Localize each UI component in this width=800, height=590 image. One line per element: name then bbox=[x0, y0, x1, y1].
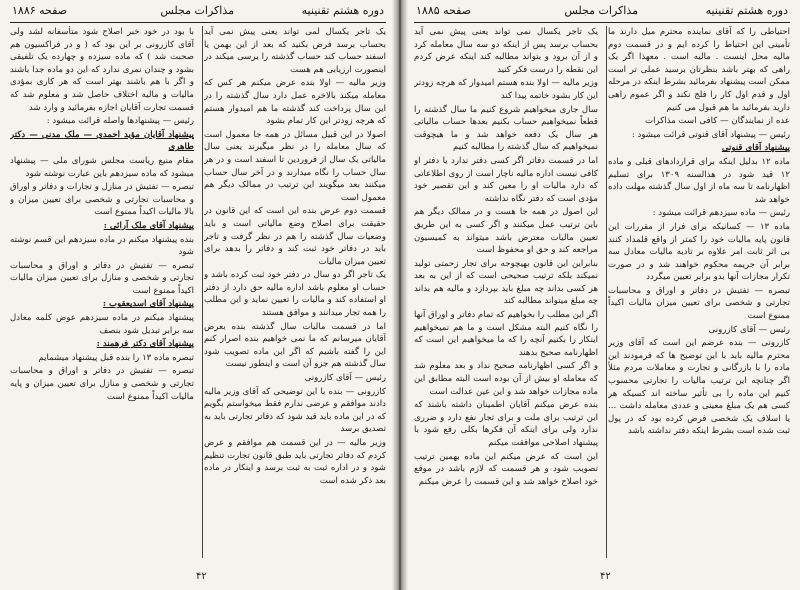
paragraph: وزیر مالیه — اولا بنده عرض میکنم هر کس که معامله میکند بالاخره عمل دارد سال گذشته را در این سال پرداخت کند گذشته ما هم امیدوار هستم که هرچه زودتر این کار تمام بشود bbox=[204, 78, 386, 127]
paragraph: این اصول در همه جا هست و در ممالک دیگر هم باین ترتیب عمل میکنند و اگر کسی به این طریق تعیین مالیات معترض باشد میتواند به کمیسیون مراجعه کند و حق او محفوظ است bbox=[414, 207, 598, 256]
paragraph: تبصره — تفتیش در منازل و تجارات و دفاتر و اوراق و محاسبات تجارتی و شخصی برای تعیین میزان و بالا مالیات اکیداً ممنوع است bbox=[10, 182, 194, 218]
paragraph: با بود در خود خبر اصلاح شود متأسفانه لشد ولی آقای کازرونی بر این بود که ( و در فراکسیون هم صحبت شد ) که ماده سیزده و چهارده یک تلفیقی بشود و چندان نمری ندارد که این دو ماده جدا باشند و اگر با هم باشند بهتر است که هر کاری بمؤدی مالیات و مالیه اختلاف حاصل شد و معلوم شد که قسمت تجارت آقایان اجازه بفرمائید و وارد شد bbox=[10, 27, 194, 113]
left-column-divider bbox=[202, 26, 203, 558]
paragraph: اگر این مطلب را بخواهیم که تمام دفاتر و اوراق آنها را نگاه کنیم البته مشکل است و ما هم نمیخواهیم اینکار را بکنیم آنچه را که ما میخواهیم این است که اظهارنامه صحیح بدهند bbox=[414, 310, 598, 358]
paragraph: وزیر مالیه — اولا بنده هستم امیدوار که هرچه زودتر این کار بشود خاتمه پیدا کند bbox=[414, 78, 598, 101]
paragraph: قسمت دوم عرض بنده این است که این قانون در حقیقت برای اصلاح وضع مالیاتی است و باید وضعیات سال گذشته را هم در نظر گرفت و تاجر باید در دفاتر خود ثبت کند و دفاتر را بدهد برای تعیین میزان مالیات bbox=[204, 206, 386, 267]
paragraph: بنابراین این قانون بهیچوجه برای تجار زحمتی تولید نمیکند بلکه ترتیب صحیحی است که از این به بعد هر کسی بداند چه مبلغ باید بپردازد و مالیه هم بداند چه مبلغ میتواند مطالبه کند bbox=[414, 258, 598, 307]
paragraph: ماده ۱۳ — کسانیکه برای فرار از مقررات این قانون پایه مالیات خود را کمتر از واقع قلمداد کنند بی اثر ثابت امر علاوه بر تادیه مالیات معادل سه برابر آن جریمه محکوم خواهند شد و در صورت تکرار مجازات آنها بدو برابر تعیین میگردد bbox=[608, 221, 790, 283]
section-heading: پیشنهاد آقایان مؤید احمدی — ملک مدنی — دکتر طاهری bbox=[10, 129, 194, 153]
section-heading: پیشنهاد آقای اسدیعقوب : bbox=[102, 299, 194, 310]
right-header-session: دوره هشتم تقنینیه bbox=[705, 4, 788, 17]
right-column-divider bbox=[606, 26, 607, 558]
paragraph: اصولا در این قبیل مسائل در همه جا معمول است که سال معامله را در نظر میگیرند یعنی سال مالیاتی یک سال از فروردین تا اسفند است و در هر سال حساب را نگاه میدارند و در آخر سال حساب میکنند بعد میگویند این ترتیب در ممالک دیگر هم معمول است bbox=[204, 129, 386, 203]
paragraph: عده از نمایندگان — کافی است مذاکرات bbox=[645, 116, 790, 127]
paragraph: رئیس — ماده سیزدهم قرائت میشود : bbox=[652, 208, 790, 219]
left-page bbox=[0, 0, 396, 590]
paragraph: یک تاجر یکسال نمی تواند یعنی پیش نمی آید بحساب برسد پس از اینکه دو سه سال معامله کرد و از آن برود و بتواند مطالبه کند اینکه عرض کردم این نقطه را درست فکر کنید bbox=[414, 27, 598, 75]
paragraph: و اگر کسی اظهارنامه صحیح نداد و بعد معلوم شد که معامله او بیش از آن بوده است البته مطابق این ماده مجازات خواهد شد و این عین عدالت است bbox=[414, 361, 598, 397]
right-page bbox=[404, 0, 800, 590]
right-page-folio: ۴۲ bbox=[600, 571, 611, 582]
paragraph: رئیس — پیشنهاد آقای قنوتی قرائت میشود : bbox=[631, 129, 790, 140]
paragraph: یک تاجر یکسال لمی تواند یعنی پیش نمی آید بحساب برسد فرض بکنید که بعد از این بهمن یا اسفند حساب کند حساب گذشته را برسی میکند در اینصورت ارزیابی هم هست bbox=[204, 27, 386, 75]
paragraph: کازرونی — بنده عرضم این است که آقای وزیر محترم مالیه باید با این توضیح ها که فرمودند این ماده را با بازرگانی و تجارت و معاملات مردم مثلاً اگر چنانچه این ترتیب مالیات را تجارتی محسوب کنیم این ماده را بی تأثیر ساخته اند کسیکه هر کسی هم یک مبلغ معینی و عددی معامله داشت ... یا اسلاف یک شخصی فرض کرده بود که در پول ثبت شده است بشرط اینکه دفتر نداشته باشد bbox=[608, 338, 790, 437]
paragraph: مقام منیع ریاست مجلس شورای ملی — پیشنهاد میشود که ماده سیزدهم باین عبارت نوشته شود bbox=[10, 155, 194, 179]
paragraph: تبصره — تفتیش در دفاتر و اوراق و محاسبات تجارتی و شخصی و منازل برای تعیین میزان مالیات اکیداً ممنوع است bbox=[10, 260, 194, 296]
left-page-folio: ۴۲ bbox=[196, 571, 207, 582]
right-header-title: مذاکرات مجلس bbox=[564, 4, 638, 17]
paragraph: بنده عرض میکنم آقایان اطمینان داشته باشند که این ترتیب برای ملت و برای تجار نفع دارد و ضرری ندارد ولی برای اینکه آن فکرها بکلی رفع شود با پیشنهاد اصلاحی موافقت میکنم bbox=[414, 400, 598, 448]
paragraph: احتیاطی را که آقای نماینده محترم میل دارند ما تأمینی این احتیاط را کرده ایم و در قسمت دوم مالیه محل اینست . مالیه است . معهذا اگر یک راهی که بهتر باشد بنظرتان برسید عملی تر است ممکن است پیشنهاد بفرمائید بشرط اینکه در مرحله اول و قدم اول کار را فلج نکند و اگر عموم راهی دارید بفرمائید ما هم قبول می کنیم bbox=[608, 27, 790, 113]
paragraph: سال جاری میخواهیم شروع کنیم ما سال گذشته را قطعاً نمیخواهیم حساب بکنیم بعدها حساب مالیاتی هر سال یک دفعه خواهد شد و ما هیچوقت نمیخواهیم که سال گذشته را مطالبه کنیم bbox=[414, 104, 598, 153]
paragraph: تبصره ماده ۱۳ را بنده قبل پیشنهاد میشمایم bbox=[38, 352, 194, 363]
paragraph: پیشنهاد میکنم در ماده سیزدهم عوض کلمه معادل سه برابر تبدیل شود بنصف bbox=[10, 313, 194, 336]
left-header-session: دوره هشتم تقنینیه bbox=[301, 4, 384, 17]
paragraph: تبصره — تفتیش در دفاتر و اوراق و محاسبات تجارتی و شخصی و منازل برای تعیین میزان و پایه مالیات اکیداً ممنوع است bbox=[10, 366, 194, 402]
paragraph: کازرونی — بنده با این توضیحی که آقای وزیر مالیه دادند موافقم و عرضی ندارم فقط میخواستم بگویم که در این ماده باید قید شود که دفاتر تجارتی باید به تصدیق برسد bbox=[204, 386, 386, 435]
left-page-left-column bbox=[10, 26, 194, 560]
section-heading: پیشنهاد آقای قنوتی bbox=[721, 143, 790, 154]
left-header-rule bbox=[10, 22, 386, 23]
paragraph: وزیر مالیه — در این قسمت هم موافقم و عرض کردم که دفاتر تجارتی باید طبق قانون تجارت تنظیم شود و در اداره ثبت به ثبت برسد و اینکار در ماده بعد ذکر شده است bbox=[204, 438, 386, 486]
section-heading: پیشنهاد آقای دکتر فرهمند : bbox=[96, 339, 194, 350]
paragraph: بنده پیشنهاد میکنم در ماده سیزدهم این قسم نوشته شود bbox=[10, 234, 194, 258]
paragraph: ماده ۱۲ بدلیل اینکه برای قراردادهای قبلی و ماده ۱۲ قید شود در هذالسنه ۱۳۰۹ برای تسلیم اظهارنامه تا سه ماه از اول سال گذشته مهلت داده خواهد شد bbox=[608, 156, 790, 205]
book-gutter bbox=[392, 0, 408, 590]
left-page-header bbox=[12, 4, 384, 22]
left-page-right-column bbox=[204, 26, 386, 560]
right-header-page-number: صفحه ۱۸۸۵ bbox=[416, 4, 472, 17]
paragraph: اما در قسمت دفاتر اگر کسی دفتر ندارد یا دفتر او کافی نیست اداره مالیه ناچار است از روی اطلاعاتی که دارد مالیات او را معین کند و این تقصیر خود مؤدی است که دفتر نگاه نداشته bbox=[414, 155, 598, 204]
right-header-rule bbox=[414, 22, 790, 23]
paragraph: اما در قسمت مالیات سال گذشته بنده بعرض آقایان میرسانم که ما نمی خواهیم بنده اصرار کنم این را گفته باشیم که اگر این ماده تصویب شود سال گذشته هم جزو آن است و اینطور نیست bbox=[204, 321, 386, 370]
section-heading: پیشنهاد آقای ملک آرائی : bbox=[103, 220, 194, 231]
left-header-page-number: صفحه ۱۸۸۶ bbox=[12, 4, 68, 17]
paragraph: رئیس — آقای کازرونی bbox=[708, 324, 790, 335]
paragraph: رئیس — آقای کازرونی bbox=[304, 373, 386, 384]
right-page-header bbox=[416, 4, 788, 22]
paragraph: رئیس — پیشنهادها واصله قرائت میشود : bbox=[46, 116, 194, 127]
paragraph: یک تاجر اگر دو سال در دفتر خود ثبت کرده باشد و حساب او معلوم باشد اداره مالیه حق دارد از دفتر او استفاده کند و مالیات را تعیین نماید و این مطلب را همه تجار میدانند و موافق هستند bbox=[204, 270, 386, 319]
right-page-left-column bbox=[414, 26, 598, 560]
paragraph: تبصره — تفتیش در دفاتر و اوراق و محاسبات تجارتی و شخصی برای تعیین میزان مالیات اکیداً ممنوع است bbox=[608, 285, 790, 322]
left-header-title: مذاکرات مجلس bbox=[160, 4, 234, 17]
right-page-right-column bbox=[608, 26, 790, 560]
paragraph: این است که عرض میکنم این ماده بهمین ترتیب تصویب شود و هر قسمت که لازم باشد در موقع خود اصلاح خواهد شد و این قسمت را عرض میکنم bbox=[414, 451, 598, 487]
